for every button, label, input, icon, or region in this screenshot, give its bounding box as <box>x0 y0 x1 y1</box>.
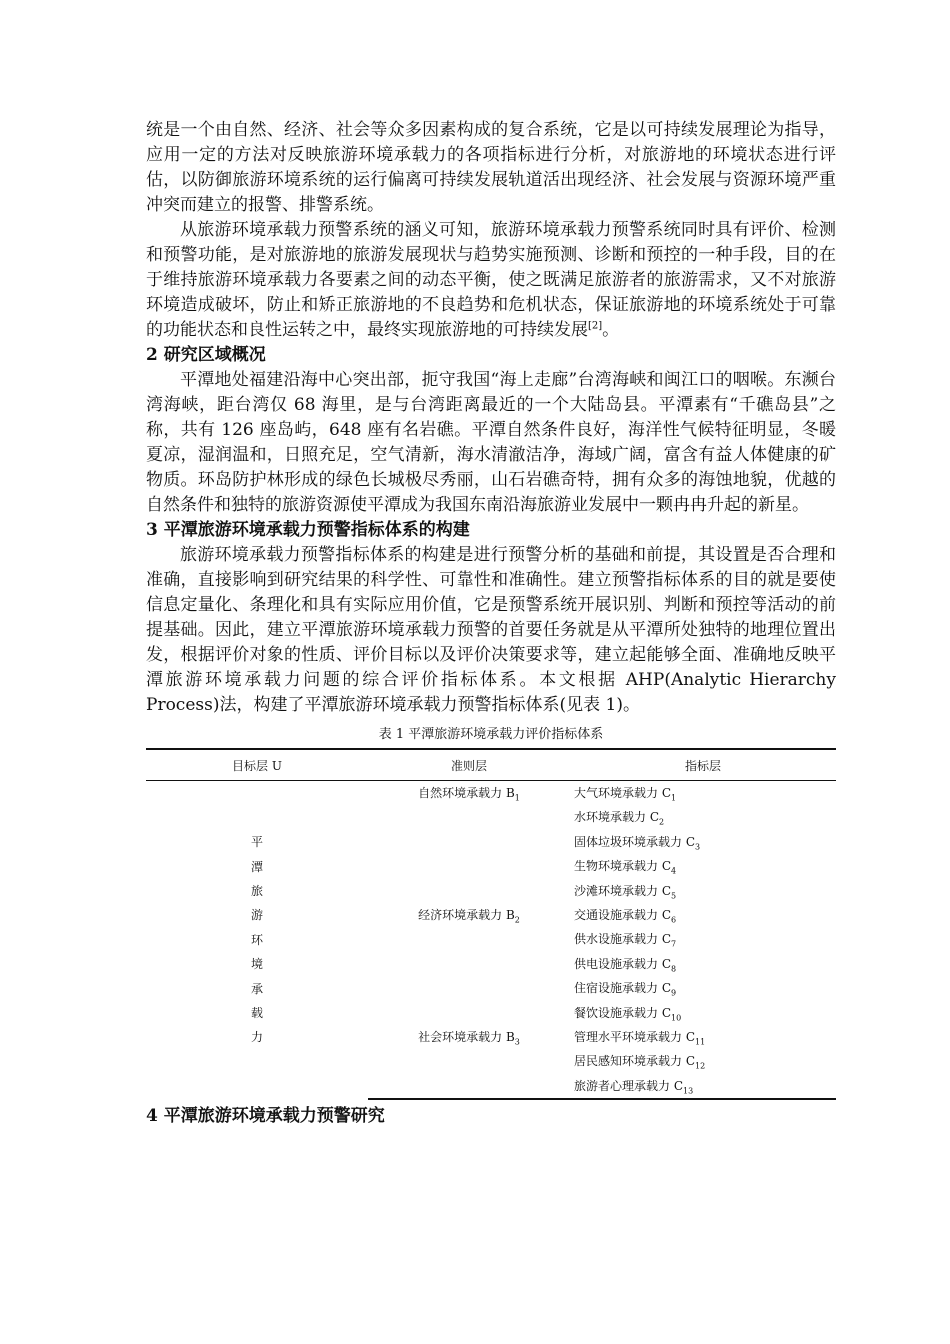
criteria-b3-sub: 3 <box>514 1037 520 1047</box>
criteria-b1-label: 自然环境承载力 B <box>418 786 515 800</box>
indicator-label: 固体垃圾环境承载力 C <box>574 834 695 849</box>
indicator-sub: 5 <box>671 890 677 900</box>
indicator-sub: 9 <box>671 988 677 998</box>
target-char: 境 <box>250 957 263 972</box>
section-heading-4: 4 平潭旅游环境承载力预警研究 <box>146 1106 385 1127</box>
criteria-empty <box>368 927 570 951</box>
criteria-b3 <box>368 1025 570 1049</box>
indicator-sub: 6 <box>671 915 677 925</box>
criteria-b1-sub: 1 <box>514 793 520 803</box>
indicator-c4 <box>570 854 836 878</box>
criteria-empty <box>368 952 570 976</box>
indicator-c13 <box>570 1074 836 1099</box>
indicator-label: 住宿设施承载力 C <box>574 981 671 996</box>
criteria-empty <box>368 1074 570 1099</box>
indicator-label: 餐饮设施承载力 C <box>574 1005 671 1020</box>
header-criteria-layer: 准则层 <box>368 749 570 781</box>
paper-page <box>146 118 836 1129</box>
header-indicator-layer: 指标层 <box>570 749 836 781</box>
target-char: 承 <box>250 981 263 996</box>
target-char: 潭 <box>250 859 263 874</box>
table-header-row <box>146 749 836 781</box>
indicator-c2 <box>570 805 836 829</box>
indicator-sub: 7 <box>671 939 677 949</box>
citation-2: [2] <box>588 320 603 332</box>
criteria-empty <box>368 805 570 829</box>
indicator-label: 交通设施承载力 C <box>574 907 671 922</box>
criteria-b1 <box>368 781 570 806</box>
criteria-b2-label: 经济环境承载力 B <box>418 907 515 922</box>
indicator-c8 <box>570 952 836 976</box>
indicator-c3 <box>570 830 836 854</box>
criteria-b2 <box>368 903 570 927</box>
target-char: 环 <box>250 932 263 947</box>
criteria-empty <box>368 830 570 854</box>
paragraph-4: 旅游环境承载力预警指标体系的构建是进行预警分析的基础和前提，其设置是否合理和准确，直接影响到研究结果的科学性、可靠性和准确性。建立预警指标体系的目的就是要使信息定量化、条理化和具有实际应用价值，它是预警系统开展识别、判断和预控等活动的前提基础。因此，建立平潭旅游环境承载力预警的首要任务就是从平潭所处独特的地理位置出发，根据评价对象的性质、评价目标以及评价决策要求等，建立起能够全面、准确地反映平潭旅游环境承载力问题的综合评价指标体系。本文根据 AHP(Analytic Hierarchy Process)法，构建了平潭旅游环境承载力预警指标体系(见表 1)。 <box>146 545 836 715</box>
indicator-label: 生物环境承载力 C <box>574 859 671 874</box>
indicator-c12 <box>570 1049 836 1073</box>
indicator-c7 <box>570 927 836 951</box>
target-char: 载 <box>250 1006 263 1021</box>
paragraph-3: 平潭地处福建沿海中心突出部，扼守我国“海上走廊”台湾海峡和闽江口的咽喉。东濒台湾海峡，距台湾仅 68 海里，是与台湾距离最近的一个大陆岛县。平潭素有“千礁岛县”之称，共有 126 座岛屿，648 座有名岩礁。平潭自然条件良好，海洋性气候特征明显，冬暖夏凉，湿润温和，日照充足，空气清新，海水清澈洁净，海域广阔，富含有益人体健康的矿物质。环岛防护林形成的绿色长城极尽秀丽，山石岩礁奇特，拥有众多的海蚀地貌，优越的自然条件和独特的旅游资源使平潭成为我国东南沿海旅游业发展中一颗冉冉升起的新星。 <box>146 370 836 515</box>
indicator-sub: 8 <box>671 964 677 974</box>
indicator-c1 <box>570 781 836 806</box>
indicator-table <box>146 748 836 1100</box>
target-char: 旅 <box>250 884 263 899</box>
indicator-c11 <box>570 1025 836 1049</box>
criteria-empty <box>368 1049 570 1073</box>
indicator-sub: 13 <box>683 1086 694 1096</box>
section-heading-2: 2 研究区域概况 <box>146 345 266 365</box>
indicator-sub: 2 <box>659 817 665 827</box>
paragraph-1: 统是一个由自然、经济、社会等众多因素构成的复合系统，它是以可持续发展理论为指导，应用一定的方法对反映旅游环境承载力的各项指标进行分析，对旅游地的环境状态进行评估，以防御旅游环境系统的运行偏离可持续发展轨道活出现经济、社会发展与资源环境严重冲突而建立的报警、排警系统。 <box>146 120 836 215</box>
criteria-empty <box>368 879 570 903</box>
target-layer-cell <box>146 781 368 1100</box>
indicator-label: 沙滩环境承载力 C <box>574 883 671 898</box>
indicator-sub: 3 <box>695 842 701 852</box>
target-vertical-text <box>146 830 368 1050</box>
indicator-sub: 10 <box>671 1012 682 1022</box>
table-row <box>146 781 836 806</box>
criteria-empty <box>368 1001 570 1025</box>
indicator-sub: 12 <box>695 1061 706 1071</box>
target-char: 平 <box>250 835 263 850</box>
section-heading-3: 3 平潭旅游环境承载力预警指标体系的构建 <box>146 520 470 540</box>
indicator-sub: 1 <box>671 793 677 803</box>
target-char: 力 <box>250 1030 263 1045</box>
indicator-label: 居民感知环境承载力 C <box>574 1054 695 1069</box>
criteria-b3-label: 社会环境承载力 B <box>418 1029 515 1044</box>
paragraph-2-end: 。 <box>602 320 620 340</box>
indicator-c5 <box>570 879 836 903</box>
indicator-label: 大气环境承载力 C <box>574 786 671 800</box>
target-char: 游 <box>250 908 263 923</box>
indicator-sub: 4 <box>671 866 677 876</box>
indicator-label: 管理水平环境承载力 C <box>574 1029 695 1044</box>
header-target-layer: 目标层 U <box>146 749 368 781</box>
indicator-c9 <box>570 976 836 1000</box>
indicator-label: 水环境承载力 C <box>574 810 659 825</box>
paragraph-2 <box>146 218 836 343</box>
indicator-sub: 11 <box>695 1037 706 1047</box>
paragraph-2-text: 从旅游环境承载力预警系统的涵义可知，旅游环境承载力预警系统同时具有评价、检测和预警功能，是对旅游地的旅游发展现状与趋势实施预测、诊断和预控的一种手段，目的在于维持旅游环境承载力各要素之间的动态平衡，使之既满足旅游者的旅游需求，又不对旅游环境造成破坏，防止和矫正旅游地的不良趋势和危机状态，保证旅游地的环境系统处于可靠的功能状态和良性运转之中，最终实现旅游地的可持续发展 <box>146 220 836 340</box>
indicator-label: 供水设施承载力 C <box>574 932 671 947</box>
table-caption: 表 1 平潭旅游环境承载力评价指标体系 <box>378 727 604 742</box>
indicator-c6 <box>570 903 836 927</box>
indicator-c10 <box>570 1001 836 1025</box>
indicator-label: 旅游者心理承载力 C <box>574 1078 683 1093</box>
criteria-empty <box>368 976 570 1000</box>
indicator-label: 供电设施承载力 C <box>574 956 671 971</box>
criteria-b2-sub: 2 <box>514 915 520 925</box>
criteria-empty <box>368 854 570 878</box>
